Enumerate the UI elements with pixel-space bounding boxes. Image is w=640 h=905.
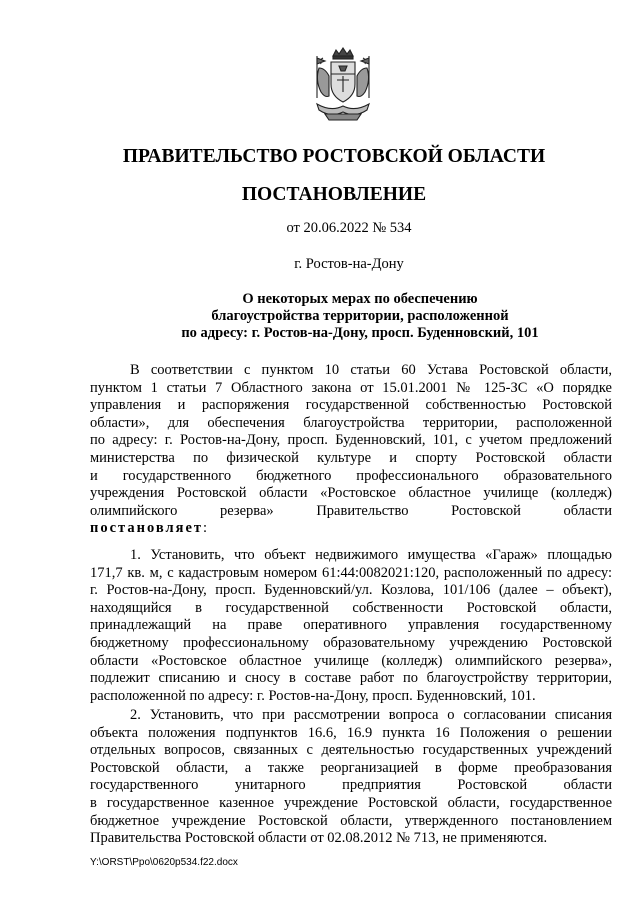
text-line: пунктом 1 статьи 7 Областного закона от 15.01.2001 № 125-ЗС «О порядке [90, 379, 612, 396]
item-2-paragraph [90, 707, 612, 848]
file-path-footer: Y:\ORST\Ppo\0620p534.f22.docx [90, 857, 238, 868]
text-line: учреждения Ростовской области «Ростовское областное училище (колледж) [90, 485, 612, 502]
city: г. Ростов-на-Дону [294, 256, 404, 272]
text-line: 171,7 кв. м, с кадастровым номером 61:44:0082021:120, расположенный по адресу: [90, 564, 612, 581]
text-line: управления и распоряжения государственной собственностью Ростовской [90, 397, 612, 414]
text-line: государственного унитарного предприятия Ростовской области [90, 777, 612, 794]
text-line: 2. Установить, что при рассмотрении вопроса о согласовании списания [130, 707, 612, 723]
text-line: принадлежащий на праве оперативного управления государственному [90, 617, 612, 634]
document-subject [100, 291, 620, 342]
text-line: и государственного бюджетного профессионального образовательного [90, 467, 612, 484]
document-type: ПОСТАНОВЛЕНИЕ [241, 184, 427, 205]
preamble-paragraph [90, 362, 612, 538]
text-line: расположенной по адресу: г. Ростов-на-Дону, просп. Буденновский, 101. [90, 687, 536, 704]
resolves-line [90, 520, 612, 538]
text-line: отдельных вопросов, связанных с деятельностью государственных учреждений [90, 742, 612, 759]
text-line: 1. Установить, что объект недвижимого имущества «Гараж» площадью [130, 547, 612, 563]
text-line: олимпийского резерва» Правительство Ростовской области [90, 502, 612, 519]
text-line: Ростовской области, а также реорганизацией в форме преобразования [90, 759, 612, 776]
resolves-word: постановляет [90, 520, 204, 537]
text-line: В соответствии с пунктом 10 статьи 60 Устава Ростовской области, [130, 362, 612, 378]
text-line: объекта положения подпунктов 16.6, 16.9 пункта 16 Положения о решении [90, 724, 612, 741]
resolves-colon: : [203, 520, 208, 537]
text-line: министерства по физической культуре и спорту Ростовской области [90, 449, 612, 466]
text-line: бюджетное учреждение Ростовской области, утвержденного постановлением [90, 812, 612, 829]
coat-of-arms-icon [311, 46, 375, 124]
item-1-paragraph [90, 547, 612, 705]
text-line: находящийся в государственной собственности Ростовской области, [90, 599, 612, 616]
subject-line: О некоторых мерах по обеспечению [242, 291, 478, 307]
subject-line: по адресу: г. Ростов-на-Дону, просп. Буденновский, 101 [181, 325, 539, 341]
text-line: области «Ростовское областное училище (колледж) олимпийского резерва», [90, 652, 612, 669]
date-number: от 20.06.2022 № 534 [286, 220, 412, 236]
subject-line: благоустройства территории, расположенной [211, 308, 509, 324]
text-line: Правительства Ростовской области от 02.08.2012 № 713, не применяются. [90, 830, 548, 847]
text-line: подлежит списанию и сносу в составе работ по благоустройству территории, [90, 670, 612, 687]
organization-title: ПРАВИТЕЛЬСТВО РОСТОВСКОЙ ОБЛАСТИ [122, 146, 546, 167]
text-line: бюджетному профессиональному образовательному учреждению Ростовской [90, 634, 612, 651]
text-line: области», для обеспечения благоустройства территории, расположенной [90, 414, 612, 431]
text-line: г. Ростов-на-Дону, просп. Буденновский/ул. Козлова, 101/106 (далее – объект), [90, 582, 612, 599]
text-line: в государственное казенное учреждение Ростовской области, государственное [90, 794, 612, 811]
text-line: по адресу: г. Ростов-на-Дону, просп. Буденновский, 101, с учетом предложений [90, 432, 612, 449]
